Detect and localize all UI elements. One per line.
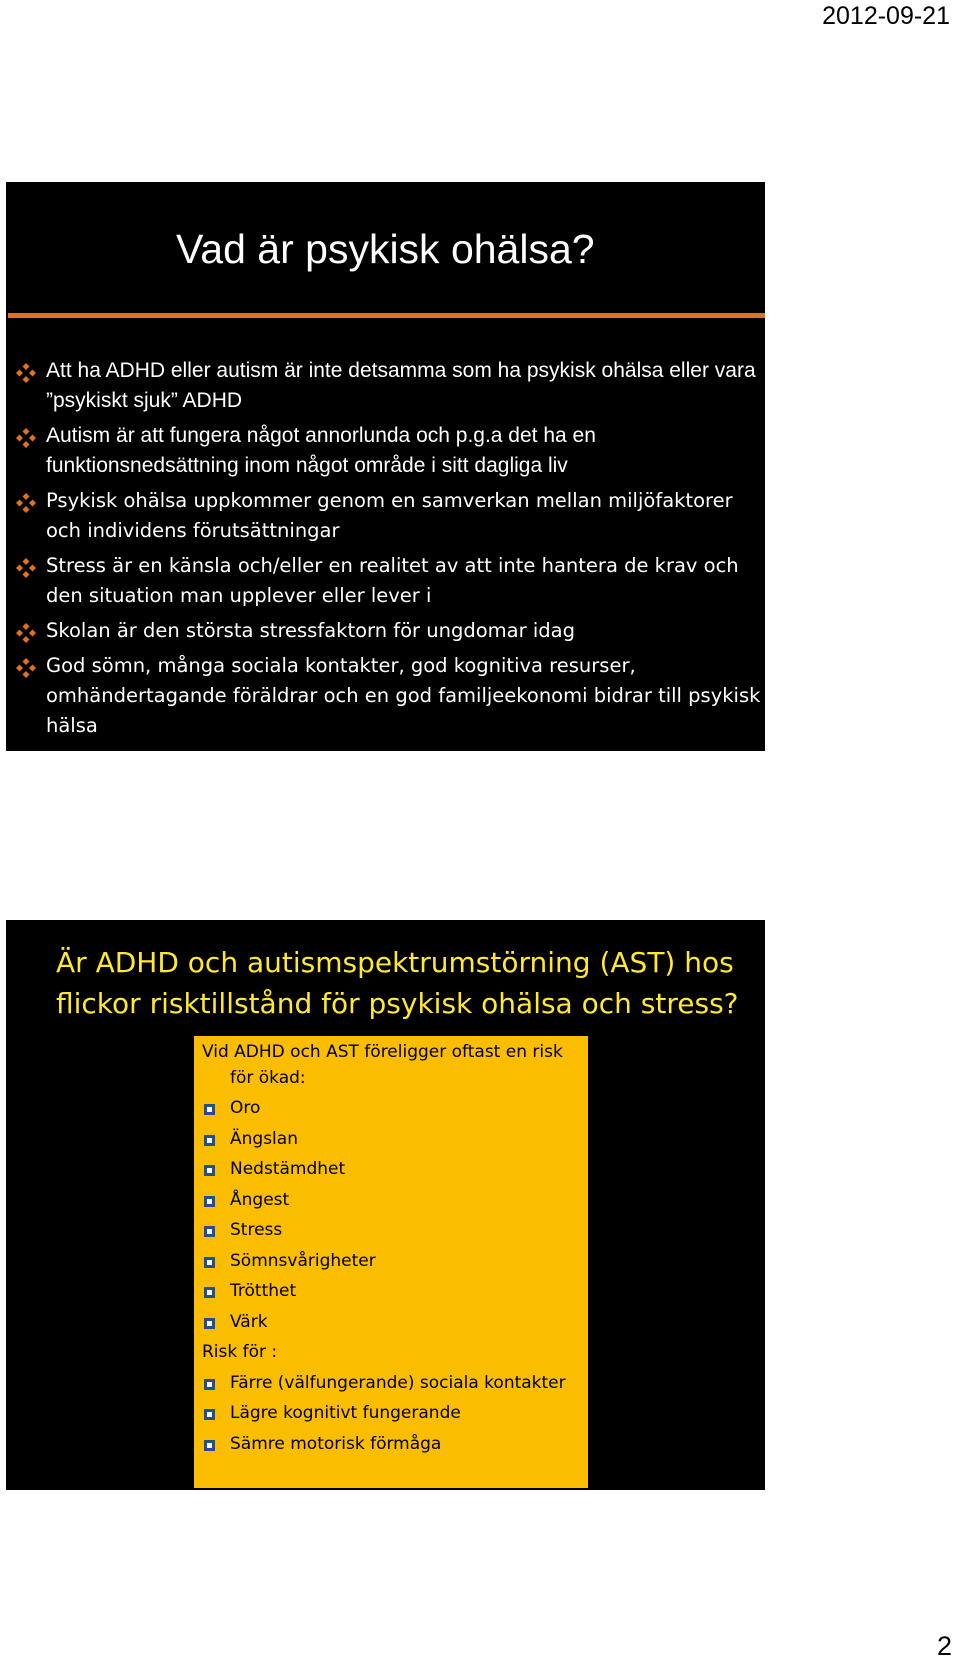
risk-list-item — [230, 1190, 289, 1210]
square-bullet-icon — [204, 1440, 215, 1451]
slide-2-title: Är ADHD och autismspektrumstörning (AST) hos flickor risktillstånd för psykisk ohälsa och stress? — [56, 946, 739, 1020]
risk-list-item — [230, 1281, 296, 1301]
square-bullet-icon — [204, 1379, 215, 1390]
page-date: 2012-09-21 — [822, 2, 950, 30]
box-text — [230, 1068, 306, 1088]
bullet-text: Stress är en känsla och/eller en realitet av att inte hantera de krav och den situation man upplever eller lever i — [46, 554, 739, 607]
box-text — [202, 1342, 277, 1362]
bullet-text: Skolan är den största stressfaktorn för ungdomar idag — [46, 619, 575, 642]
risk-list-item — [230, 1220, 282, 1240]
bullet-item — [16, 551, 761, 611]
box-line-text: Vid ADHD och AST föreligger oftast en risk — [202, 1042, 563, 1062]
risk-list-item — [230, 1373, 566, 1393]
diamond-cluster-icon — [16, 658, 36, 678]
bullet-item — [16, 356, 761, 416]
risk-list-item — [230, 1098, 260, 1118]
square-bullet-icon — [204, 1104, 215, 1115]
box-line-text: Nedstämdhet — [230, 1159, 346, 1179]
bullet-text: Autism är att fungera något annorlunda och p.g.a det ha en funktionsnedsättning inom något område i sitt dagliga liv — [46, 424, 596, 477]
risk-list-item — [230, 1129, 298, 1149]
page-number: 2 — [936, 1631, 952, 1661]
square-bullet-icon — [204, 1318, 215, 1329]
slide-1-bullet-list — [16, 356, 761, 746]
slide-1-title: Vad är psykisk ohälsa? — [176, 226, 595, 272]
box-text — [202, 1042, 563, 1062]
square-bullet-icon — [204, 1287, 215, 1298]
bullet-item — [16, 421, 761, 481]
box-line-text: Sämre motorisk förmåga — [230, 1433, 442, 1454]
bullet-text: Psykisk ohälsa uppkommer genom en samverkan mellan miljöfaktorer och individens förutsättningar — [46, 489, 733, 542]
bullet-item — [16, 651, 761, 741]
box-line-text: Färre (välfungerande) sociala kontakter — [230, 1372, 566, 1393]
diamond-cluster-icon — [16, 493, 36, 513]
box-line-text: Värk — [230, 1311, 268, 1332]
square-bullet-icon — [204, 1165, 215, 1176]
square-bullet-icon — [204, 1257, 215, 1268]
bullet-item — [16, 486, 761, 546]
diamond-cluster-icon — [16, 363, 36, 383]
diamond-cluster-icon — [16, 428, 36, 448]
risk-list-item — [230, 1159, 345, 1179]
square-bullet-icon — [204, 1196, 215, 1207]
slide-1 — [6, 182, 765, 751]
bullet-item — [16, 616, 761, 646]
square-bullet-icon — [204, 1135, 215, 1146]
risk-list-item — [230, 1403, 461, 1423]
box-line-text: Trötthet — [230, 1281, 297, 1301]
box-line-text: Ångest — [230, 1189, 290, 1210]
risk-list-item — [230, 1312, 268, 1332]
box-line-text: Lägre kognitivt fungerande — [230, 1403, 461, 1423]
diamond-cluster-icon — [16, 623, 36, 643]
box-line-text: Stress — [230, 1220, 283, 1240]
diamond-cluster-icon — [16, 558, 36, 578]
box-line-text: Sömnsvårigheter — [230, 1250, 376, 1271]
square-bullet-icon — [204, 1226, 215, 1237]
square-bullet-icon — [204, 1409, 215, 1420]
risk-box — [194, 1036, 588, 1488]
risk-list-item — [230, 1434, 441, 1454]
bullet-text: God sömn, många sociala kontakter, god kognitiva resurser, omhändertagande föräldrar och en god familjeekonomi bidrar till psykisk hälsa — [46, 654, 761, 737]
box-line-text: Risk för : — [202, 1342, 278, 1362]
slide-2 — [6, 920, 765, 1490]
box-line-text: Oro — [230, 1098, 261, 1118]
box-line-text: Ängslan — [230, 1128, 298, 1149]
box-line-text: för ökad: — [230, 1068, 306, 1088]
bullet-text: Att ha ADHD eller autism är inte detsamma som ha psykisk ohälsa eller vara ”psykiskt sjuk” ADHD — [46, 359, 756, 412]
title-divider — [8, 313, 765, 318]
risk-list-item — [230, 1251, 376, 1271]
